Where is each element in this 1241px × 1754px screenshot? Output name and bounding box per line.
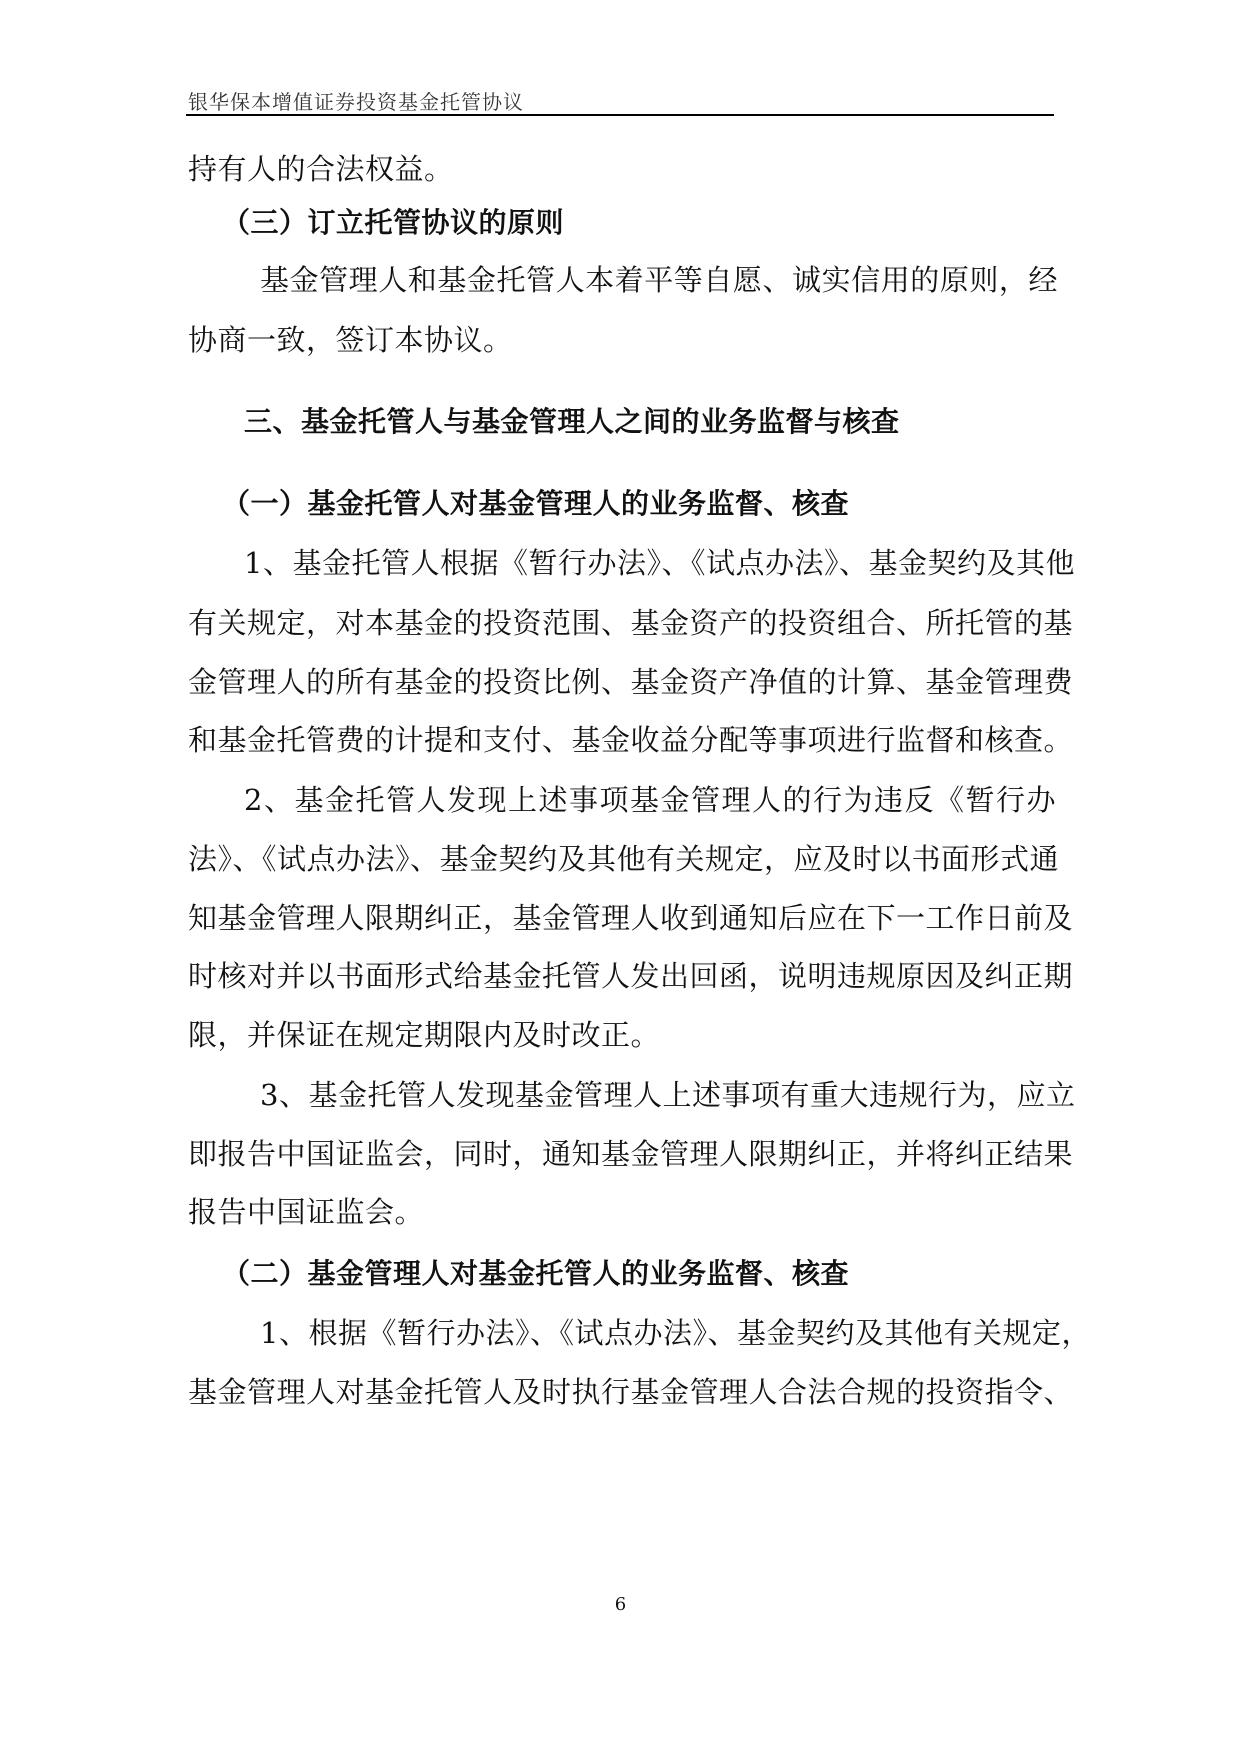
paragraph-line: 有关规定，对本基金的投资范围、基金资产的投资组合、所托管的基 bbox=[188, 606, 1074, 640]
subsection-heading: （三）订立托管协议的原则 bbox=[222, 206, 565, 239]
paragraph-line: 报告中国证监会。 bbox=[188, 1195, 425, 1229]
paragraph-line: 法》、《试点办法》、基金契约及其他有关规定，应及时以书面形式通 bbox=[188, 842, 1060, 876]
section-heading: 三、基金托管人与基金管理人之间的业务监督与核查 bbox=[244, 405, 900, 438]
paragraph-line: 金管理人的所有基金的投资比例、基金资产净值的计算、基金管理费 bbox=[188, 665, 1074, 699]
subsection-heading: （二）基金管理人对基金托管人的业务监督、核查 bbox=[222, 1257, 850, 1290]
paragraph-line: 1、根据《暂行办法》、《试点办法》、基金契约及其他有关规定， bbox=[260, 1316, 1091, 1350]
running-header: 银华保本增值证券投资基金托管协议 bbox=[188, 90, 524, 114]
paragraph-line: 持有人的合法权益。 bbox=[188, 152, 454, 186]
paragraph-line: 1、基金托管人根据《暂行办法》、《试点办法》、基金契约及其他 bbox=[244, 546, 1075, 580]
paragraph-line: 基金管理人和基金托管人本着平等自愿、诚实信用的原则，经 bbox=[260, 263, 1058, 297]
header-rule bbox=[186, 114, 1054, 116]
paragraph-line: 和基金托管费的计提和支付、基金收益分配等事项进行监督和核查。 bbox=[188, 723, 1074, 757]
paragraph-line: 3、基金托管人发现基金管理人上述事项有重大违规行为，应立 bbox=[260, 1078, 1076, 1112]
paragraph-line: 协商一致，签订本协议。 bbox=[188, 323, 513, 357]
paragraph-line: 即报告中国证监会，同时，通知基金管理人限期纠正，并将纠正结果 bbox=[188, 1137, 1074, 1171]
subsection-heading: （一）基金托管人对基金管理人的业务监督、核查 bbox=[222, 487, 850, 520]
paragraph-line: 时核对并以书面形式给基金托管人发出回函，说明违规原因及纠正期 bbox=[188, 959, 1074, 993]
paragraph-line: 限，并保证在规定期限内及时改正。 bbox=[188, 1018, 661, 1052]
paragraph-line: 基金管理人对基金托管人及时执行基金管理人合法合规的投资指令、 bbox=[188, 1375, 1074, 1409]
paragraph-line: 知基金管理人限期纠正，基金管理人收到通知后应在下一工作日前及 bbox=[188, 901, 1074, 935]
page-number: 6 bbox=[614, 1594, 627, 1615]
paragraph-line: 2、基金托管人发现上述事项基金管理人的行为违反《暂行办 bbox=[244, 783, 1056, 817]
